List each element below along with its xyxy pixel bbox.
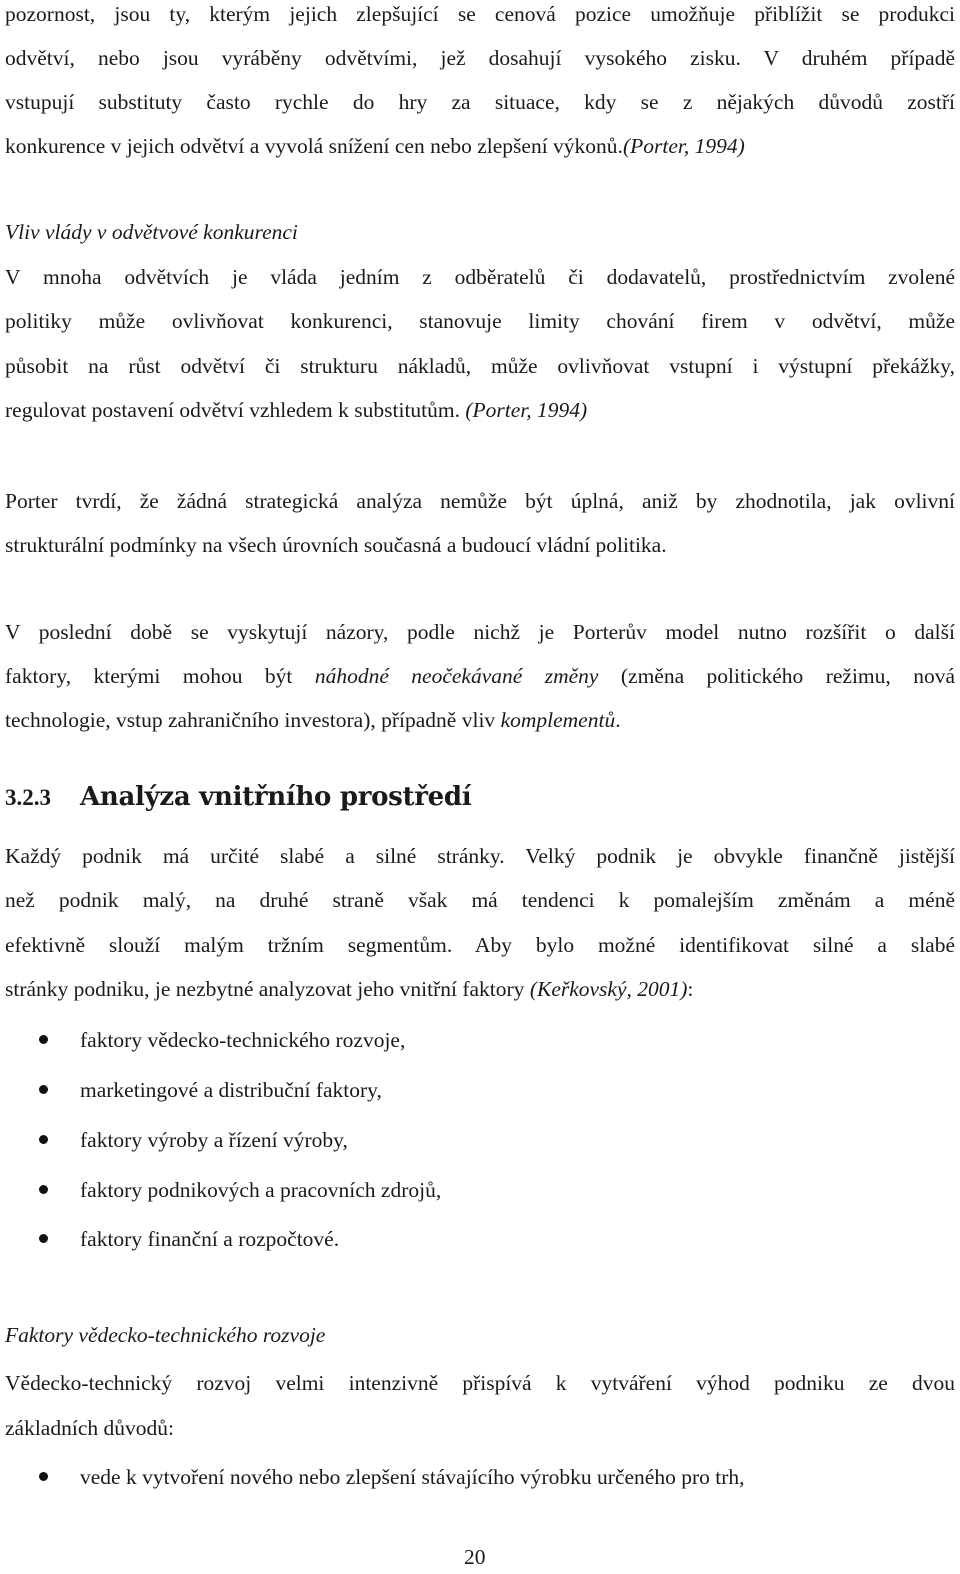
section-heading-title: Analýza vnitřního prostředí xyxy=(80,782,472,812)
posledni-line-2-post: (změna politického režimu, nová xyxy=(598,664,955,688)
vliv-line-1: V mnoha odvětvích je vláda jedním z odběratelů či dodavatelů, prostřednictvím zvolené xyxy=(5,265,955,289)
posledni-italic-zmeny: náhodné neočekávané změny xyxy=(314,664,599,688)
bullet-icon xyxy=(37,1026,53,1054)
section-heading xyxy=(5,780,471,815)
posledni-line-2 xyxy=(5,662,955,690)
posledni-line-3-post: . xyxy=(615,708,621,732)
faktory-line-1: Vědecko-technický rozvoj velmi intenzivně přispívá k vytváření výhod podniku ze dvou xyxy=(5,1371,955,1395)
bullet-icon xyxy=(37,1225,53,1253)
bullet-icon xyxy=(37,1176,53,1204)
list-item: faktory finanční a rozpočtové. xyxy=(80,1227,340,1251)
kazdy-line-1: Každý podnik má určité slabé a silné stránky. Velký podnik je obvykle finančně jistější xyxy=(5,844,955,868)
porter-line-2: strukturální podmínky na všech úrovních současná a budoucí vládní politika. xyxy=(5,533,667,557)
bullet-icon xyxy=(37,1463,53,1491)
list-item: vede k vytvoření nového nebo zlepšení stávajícího výrobku určeného pro trh, xyxy=(80,1465,745,1489)
section-heading-number: 3.2.3 xyxy=(5,785,51,810)
list-item: faktory vědecko-technického rozvoje, xyxy=(80,1028,406,1052)
bullet-icon xyxy=(37,1126,53,1154)
para1-line-4 xyxy=(5,132,955,160)
section-vliv-title: Vliv vlády v odvětvové konkurenci xyxy=(5,220,298,244)
list-item: faktory podnikových a pracovních zdrojů, xyxy=(80,1178,442,1202)
kazdy-citation: (Keřkovský, 2001) xyxy=(529,977,688,1001)
bullet-icon xyxy=(37,1076,53,1104)
list-item: marketingové a distribuční faktory, xyxy=(80,1078,382,1102)
vliv-line-4-text: regulovat postavení odvětví vzhledem k substitutům. xyxy=(5,398,461,422)
faktory-line-2: základních důvodů: xyxy=(5,1416,174,1440)
para1-citation: (Porter, 1994) xyxy=(622,134,745,158)
vliv-line-3: působit na růst odvětví či strukturu nákladů, může ovlivňovat vstupní i výstupní překážky, xyxy=(5,354,955,378)
posledni-line-1: V poslední době se vyskytují názory, podle nichž je Porterův model nutno rozšířit o další xyxy=(5,620,955,644)
section-faktory-title: Faktory vědecko-technického rozvoje xyxy=(5,1323,326,1347)
porter-line-1: Porter tvrdí, že žádná strategická analýza nemůže být úplná, aniž by zhodnotila, jak ovlivní xyxy=(5,489,955,513)
list-item: faktory výroby a řízení výroby, xyxy=(80,1128,348,1152)
para1-line-1: pozornost, jsou ty, kterým jejich zlepšující se cenová pozice umožňuje přiblížit se produkci xyxy=(5,2,955,26)
posledni-italic-komplementu: komplementů xyxy=(500,708,616,732)
para1-line-2: odvětví, nebo jsou vyráběny odvětvími, jež dosahují vysokého zisku. V druhém případě xyxy=(5,46,955,70)
kazdy-line-4-post: : xyxy=(687,977,694,1001)
para1-line-3: vstupují substituty často rychle do hry za situace, kdy se z nějakých důvodů zostří xyxy=(5,90,955,114)
posledni-line-3-pre: technologie, vstup zahraničního investora), případně vliv xyxy=(5,708,501,732)
posledni-line-3 xyxy=(5,706,955,734)
vliv-line-2: politiky může ovlivňovat konkurenci, stanovuje limity chování firem v odvětví, může xyxy=(5,309,955,333)
page-number: 20 xyxy=(464,1545,486,1569)
kazdy-line-2: než podnik malý, na druhé straně však má tendenci k pomalejším změnám a méně xyxy=(5,888,955,912)
kazdy-line-4 xyxy=(5,975,955,1003)
kazdy-line-3: efektivně slouží malým tržním segmentům. Aby bylo možné identifikovat silné a slabé xyxy=(5,933,955,957)
vliv-line-4 xyxy=(5,396,955,424)
posledni-line-2-pre: faktory, kterými mohou být xyxy=(5,664,315,688)
vliv-citation: (Porter, 1994) xyxy=(465,398,588,422)
kazdy-line-4-pre: stránky podniku, je nezbytné analyzovat jeho vnitřní faktory xyxy=(5,977,530,1001)
para1-line-4-text: konkurence v jejich odvětví a vyvolá snížení cen nebo zlepšení výkonů. xyxy=(5,134,623,158)
